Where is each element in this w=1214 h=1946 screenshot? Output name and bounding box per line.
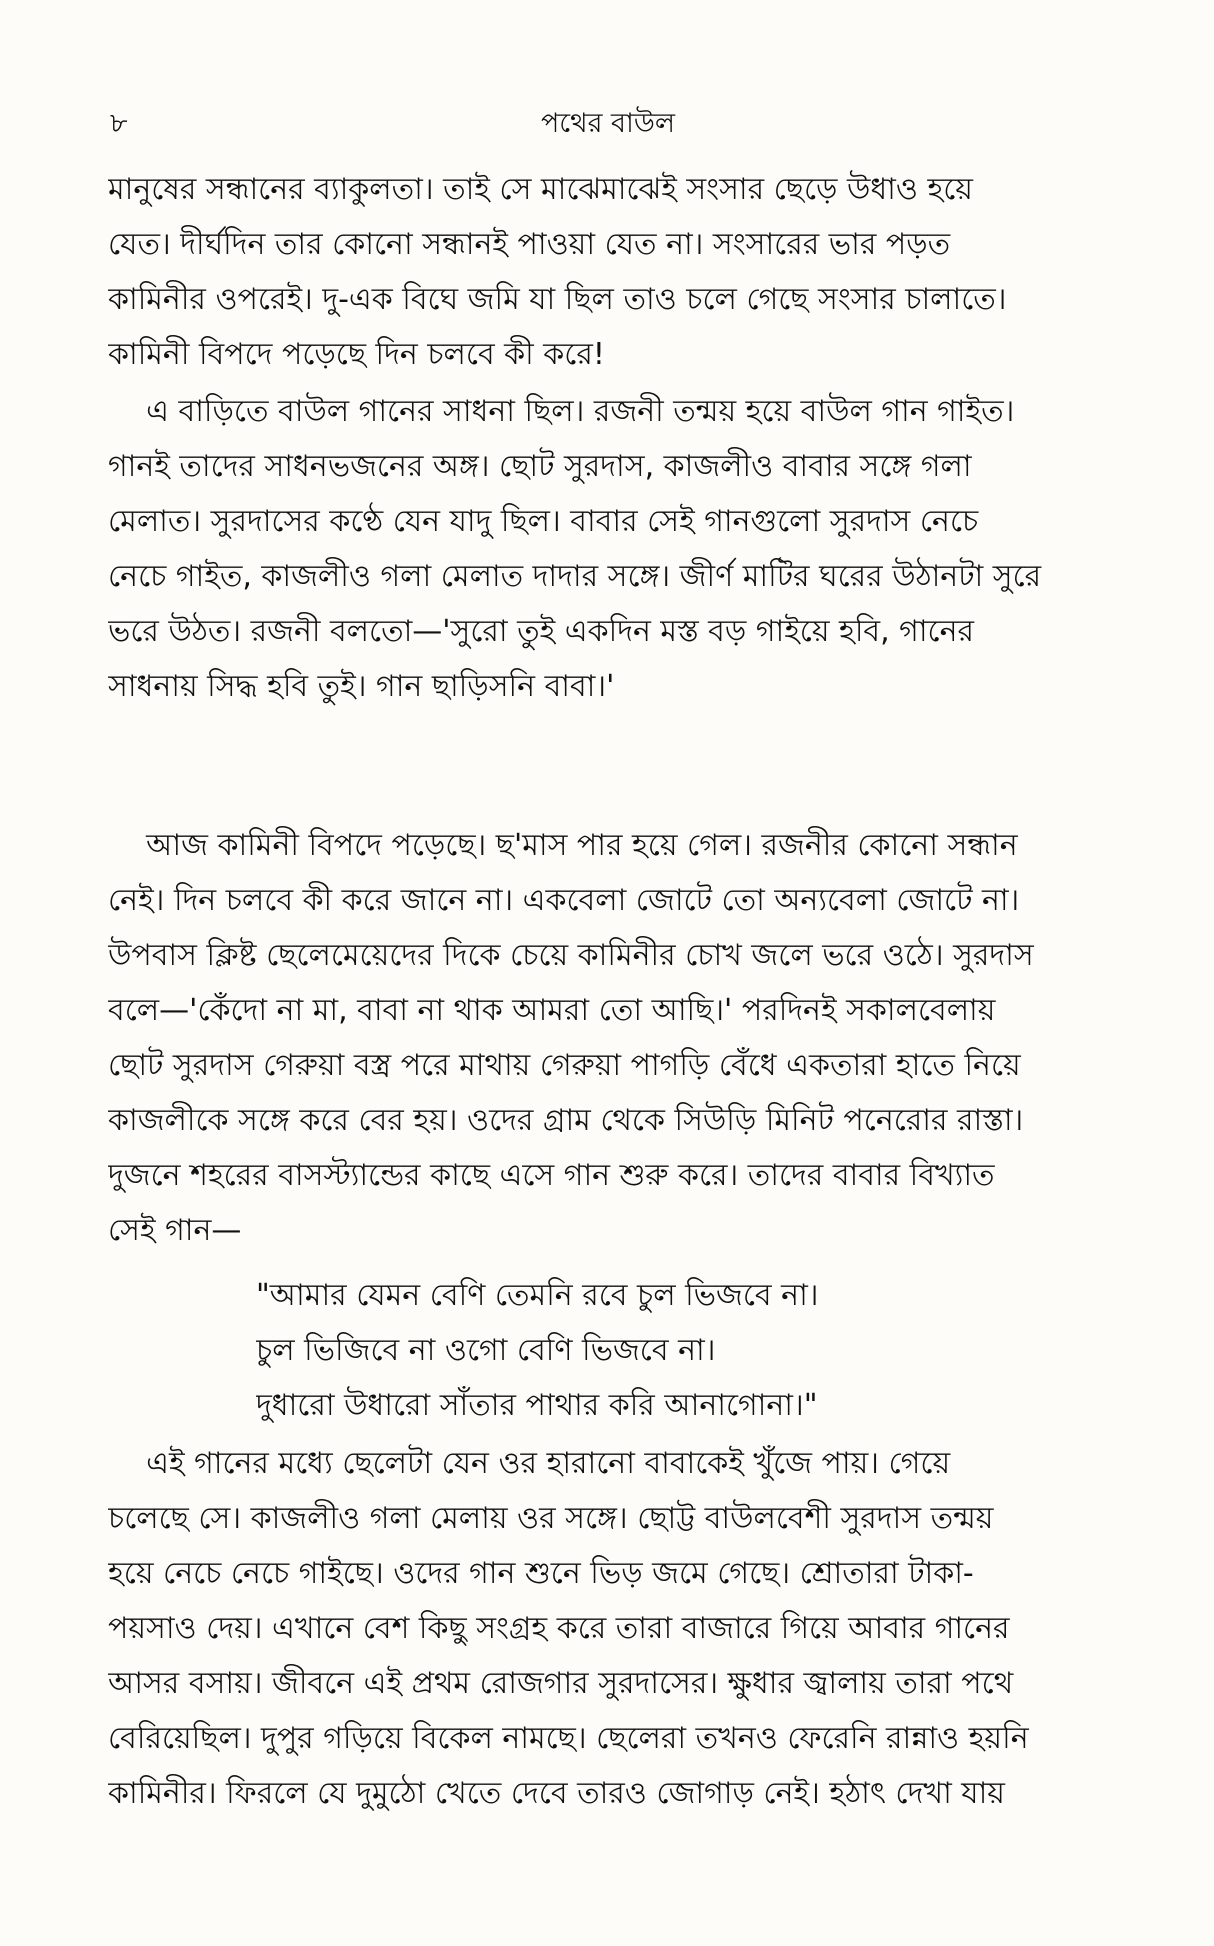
page-number: ৮	[110, 108, 128, 139]
text-line: ভরে উঠত। রজনী বলতো—'সুরো তুই একদিন মস্ত বড় গাইয়ে হবি, গানের	[108, 614, 974, 649]
text-line: কামিনীর ওপরেই। দু-এক বিঘে জমি যা ছিল তাও চলে গেছে সংসার চালাতে।	[108, 282, 1007, 317]
text-line: ছোট সুরদাস গেরুয়া বস্ত্র পরে মাথায় গেরুয়া পাগড়ি বেঁধে একতারা হাতে নিয়ে	[108, 1048, 1021, 1083]
text-line: সাধনায় সিদ্ধ হবি তুই। গান ছাড়িসনি বাবা।'	[108, 669, 615, 704]
text-line: কামিনী বিপদে পড়েছে দিন চলবে কী করে!	[108, 337, 605, 372]
text-line: কামিনীর। ফিরলে যে দুমুঠো খেতে দেবে তারও জোগাড় নেই। হঠাৎ দেখা যায়	[108, 1776, 1005, 1811]
text-line: উপবাস ক্লিষ্ট ছেলেমেয়েদের দিকে চেয়ে কামিনীর চোখ জলে ভরে ওঠে। সুরদাস	[108, 938, 1034, 973]
paragraph-2	[108, 384, 1188, 714]
song-verse	[256, 1268, 819, 1433]
verse-line: "আমার যেমন বেণি তেমনি রবে চুল ভিজবে না।	[256, 1278, 819, 1313]
text-line: মানুষের সন্ধানের ব্যাকুলতা। তাই সে মাঝেমাঝেই সংসার ছেড়ে উধাও হয়ে	[108, 172, 973, 207]
verse-line: দুধারো উধারো সাঁতার পাথার করি আনাগোনা।"	[256, 1388, 818, 1423]
text-line: আসর বসায়। জীবনে এই প্রথম রোজগার সুরদাসের। ক্ষুধার জ্বালায় তারা পথে	[108, 1666, 1014, 1701]
text-line: বেরিয়েছিল। দুপুর গড়িয়ে বিকেল নামছে। ছেলেরা তখনও ফেরেনি রান্নাও হয়নি	[108, 1721, 1029, 1756]
text-line: গানই তাদের সাধনভজনের অঙ্গ। ছোট সুরদাস, কাজলীও বাবার সঙ্গে গলা	[108, 449, 972, 484]
page-header	[108, 103, 1194, 143]
verse-line: চুল ভিজিবে না ওগো বেণি ভিজবে না।	[256, 1333, 716, 1368]
text-line: দুজনে শহরের বাসস্ট্যান্ডের কাছে এসে গান শুরু করে। তাদের বাবার বিখ্যাত	[108, 1158, 995, 1193]
text-line: এই গানের মধ্যে ছেলেটা যেন ওর হারানো বাবাকেই খুঁজে পায়। গেয়ে	[108, 1446, 951, 1481]
text-line: মেলাত। সুরদাসের কণ্ঠে যেন যাদু ছিল। বাবার সেই গানগুলো সুরদাস নেচে	[108, 504, 979, 539]
text-line: আজ কামিনী বিপদে পড়েছে। ছ'মাস পার হয়ে গেল। রজনীর কোনো সন্ধান	[108, 828, 1018, 863]
text-line: নেই। দিন চলবে কী করে জানে না। একবেলা জোটে তো অন্যবেলা জোটে না।	[108, 883, 1020, 918]
paragraph-1	[108, 162, 1188, 382]
text-line: পয়সাও দেয়। এখানে বেশ কিছু সংগ্রহ করে তারা বাজারে গিয়ে আবার গানের	[108, 1611, 1010, 1646]
running-title: পথের বাউল	[540, 108, 676, 139]
paragraph-3	[108, 818, 1188, 1258]
text-line: কাজলীকে সঙ্গে করে বের হয়। ওদের গ্রাম থেকে সিউড়ি মিনিট পনেরোর রাস্তা।	[108, 1103, 1024, 1138]
text-line: হয়ে নেচে নেচে গাইছে। ওদের গান শুনে ভিড় জমে গেছে। শ্রোতারা টাকা-	[108, 1556, 974, 1591]
text-line: সেই গান—	[108, 1213, 242, 1248]
text-line: বলে—'কেঁদো না মা, বাবা না থাক আমরা তো আছি।' পরদিনই সকালবেলায়	[108, 993, 996, 1028]
text-line: এ বাড়িতে বাউল গানের সাধনা ছিল। রজনী তন্ময় হয়ে বাউল গান গাইত।	[108, 394, 1015, 429]
text-line: চলেছে সে। কাজলীও গলা মেলায় ওর সঙ্গে। ছোট্ট বাউলবেশী সুরদাস তন্ময়	[108, 1501, 994, 1536]
text-line: যেত। দীর্ঘদিন তার কোনো সন্ধানই পাওয়া যেত না। সংসারের ভার পড়ত	[108, 227, 951, 262]
paragraph-4	[108, 1436, 1188, 1821]
text-line: নেচে গাইত, কাজলীও গলা মেলাত দাদার সঙ্গে। জীর্ণ মাটির ঘরের উঠানটা সুরে	[108, 559, 1042, 594]
